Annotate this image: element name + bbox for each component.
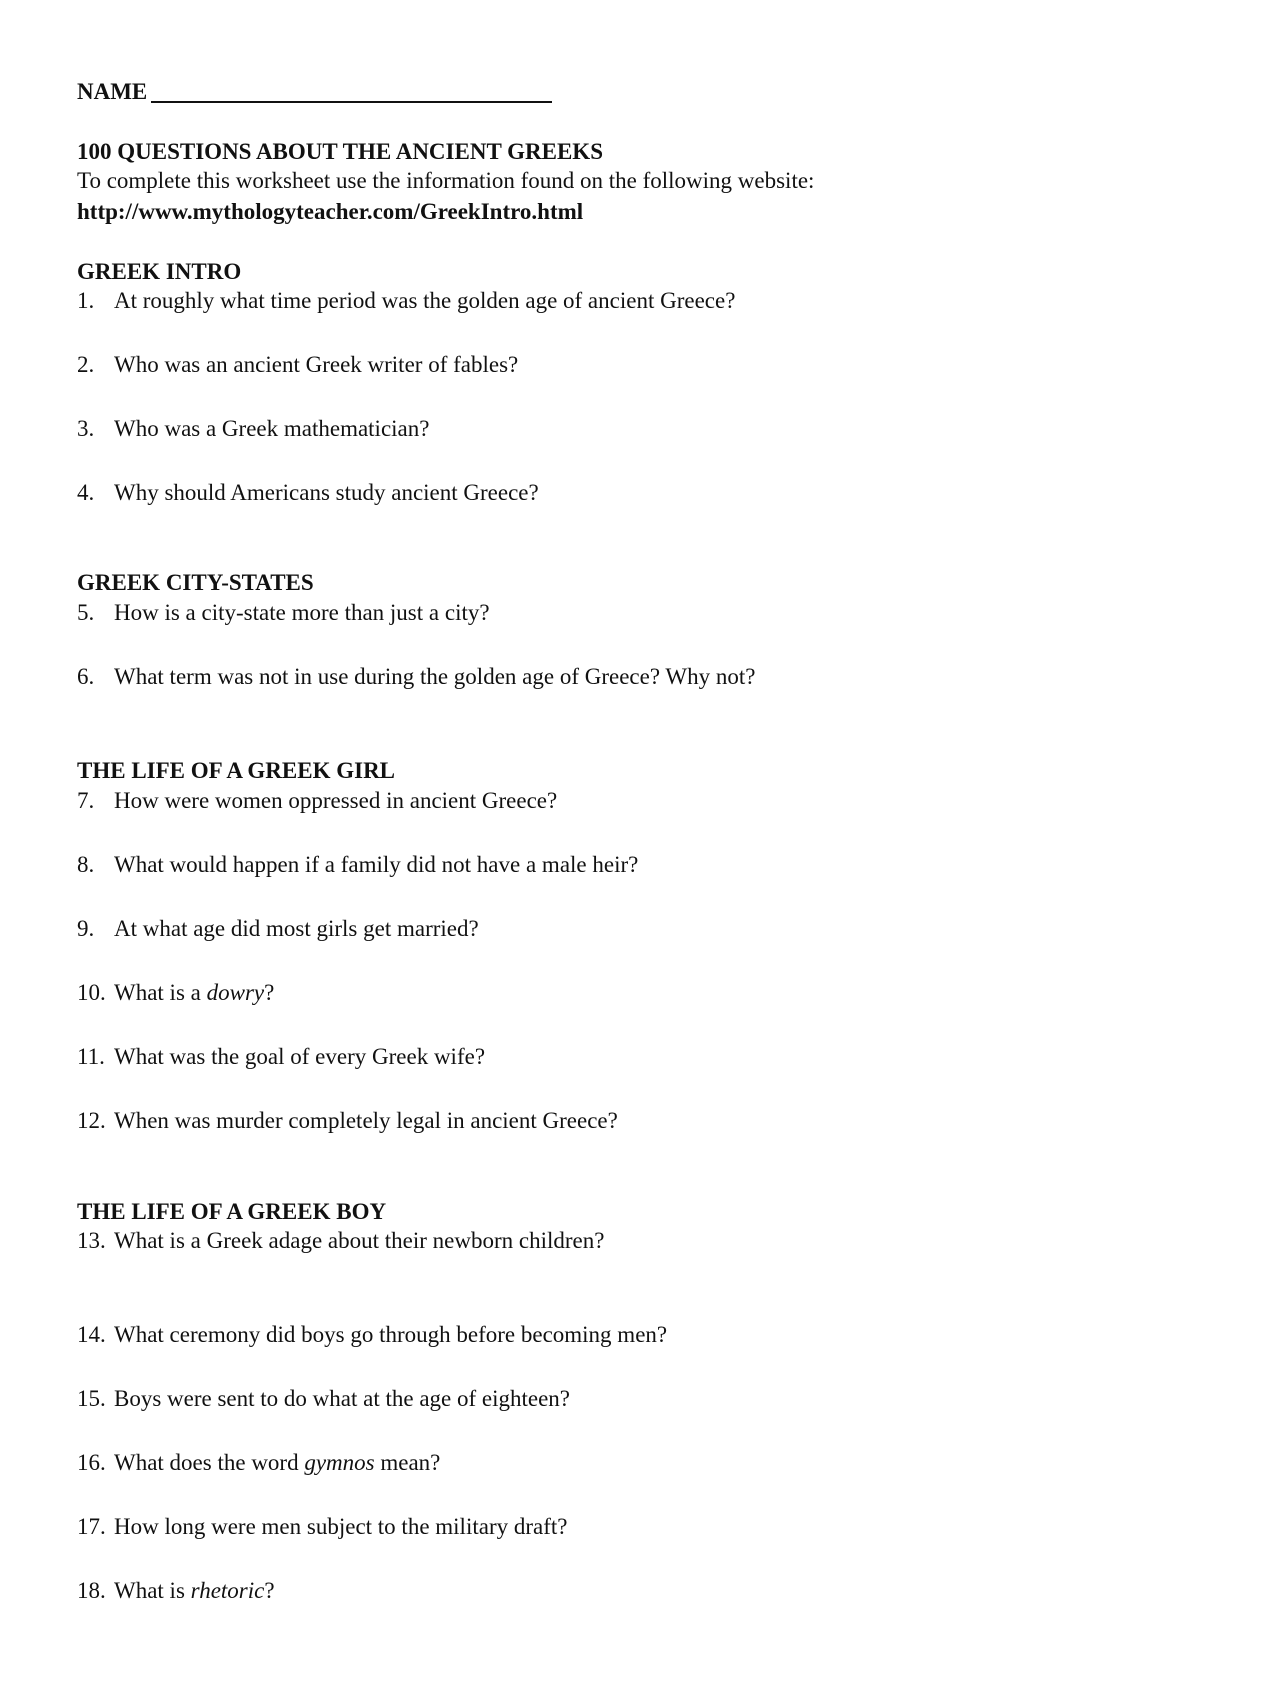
question-number: 5. bbox=[77, 600, 95, 625]
question-text: Who was an ancient Greek writer of fables? bbox=[114, 352, 519, 377]
question-text: What term was not in use during the golden age of Greece? Why not? bbox=[114, 664, 756, 689]
question-number: 16. bbox=[77, 1450, 106, 1475]
name-label: NAME bbox=[77, 79, 148, 104]
question-text: What was the goal of every Greek wife? bbox=[114, 1044, 486, 1069]
question-text: Who was a Greek mathematician? bbox=[114, 416, 430, 441]
section-heading-greek-intro: GREEK INTRO bbox=[77, 259, 242, 284]
section-heading-greek-city-states: GREEK CITY-STATES bbox=[77, 570, 314, 595]
question-number: 2. bbox=[77, 352, 95, 377]
question-number: 11. bbox=[77, 1044, 105, 1069]
question-number: 1. bbox=[77, 288, 95, 313]
italic-term: gymnos bbox=[304, 1450, 375, 1475]
question-text: What is a dowry? bbox=[114, 980, 275, 1005]
question-number: 4. bbox=[77, 480, 95, 505]
question-text: How is a city-state more than just a city? bbox=[114, 600, 490, 625]
question-text: What ceremony did boys go through before becoming men? bbox=[114, 1322, 668, 1347]
italic-term: rhetoric bbox=[190, 1578, 265, 1603]
question-text: Boys were sent to do what at the age of eighteen? bbox=[114, 1386, 571, 1411]
name-blank-line[interactable] bbox=[151, 101, 552, 103]
section-heading-life-of-greek-boy: THE LIFE OF A GREEK BOY bbox=[77, 1199, 387, 1224]
question-text: What is rhetoric? bbox=[114, 1578, 275, 1603]
question-text: At what age did most girls get married? bbox=[114, 916, 479, 941]
question-number: 7. bbox=[77, 788, 95, 813]
question-number: 8. bbox=[77, 852, 95, 877]
instructions-text: To complete this worksheet use the information found on the following website: bbox=[77, 168, 815, 193]
worksheet-title: 100 QUESTIONS ABOUT THE ANCIENT GREEKS bbox=[77, 139, 603, 164]
website-url: http://www.mythologyteacher.com/GreekIntro.html bbox=[77, 199, 584, 224]
question-number: 3. bbox=[77, 416, 95, 441]
question-text: What would happen if a family did not have a male heir? bbox=[114, 852, 639, 877]
question-number: 12. bbox=[77, 1108, 106, 1133]
question-text: How long were men subject to the military draft? bbox=[114, 1514, 568, 1539]
question-number: 14. bbox=[77, 1322, 106, 1347]
question-text: When was murder completely legal in ancient Greece? bbox=[114, 1108, 618, 1133]
question-number: 17. bbox=[77, 1514, 106, 1539]
question-number: 10. bbox=[77, 980, 106, 1005]
question-text: How were women oppressed in ancient Greece? bbox=[114, 788, 558, 813]
question-number: 9. bbox=[77, 916, 95, 941]
section-heading-life-of-greek-girl: THE LIFE OF A GREEK GIRL bbox=[77, 758, 396, 783]
question-text: Why should Americans study ancient Greece? bbox=[114, 480, 539, 505]
question-number: 6. bbox=[77, 664, 95, 689]
question-text: At roughly what time period was the golden age of ancient Greece? bbox=[114, 288, 736, 313]
question-text: What is a Greek adage about their newborn children? bbox=[114, 1228, 605, 1253]
question-number: 13. bbox=[77, 1228, 106, 1253]
question-number: 18. bbox=[77, 1578, 106, 1603]
question-number: 15. bbox=[77, 1386, 106, 1411]
question-text: What does the word gymnos mean? bbox=[114, 1450, 441, 1475]
italic-term: dowry bbox=[206, 980, 265, 1005]
